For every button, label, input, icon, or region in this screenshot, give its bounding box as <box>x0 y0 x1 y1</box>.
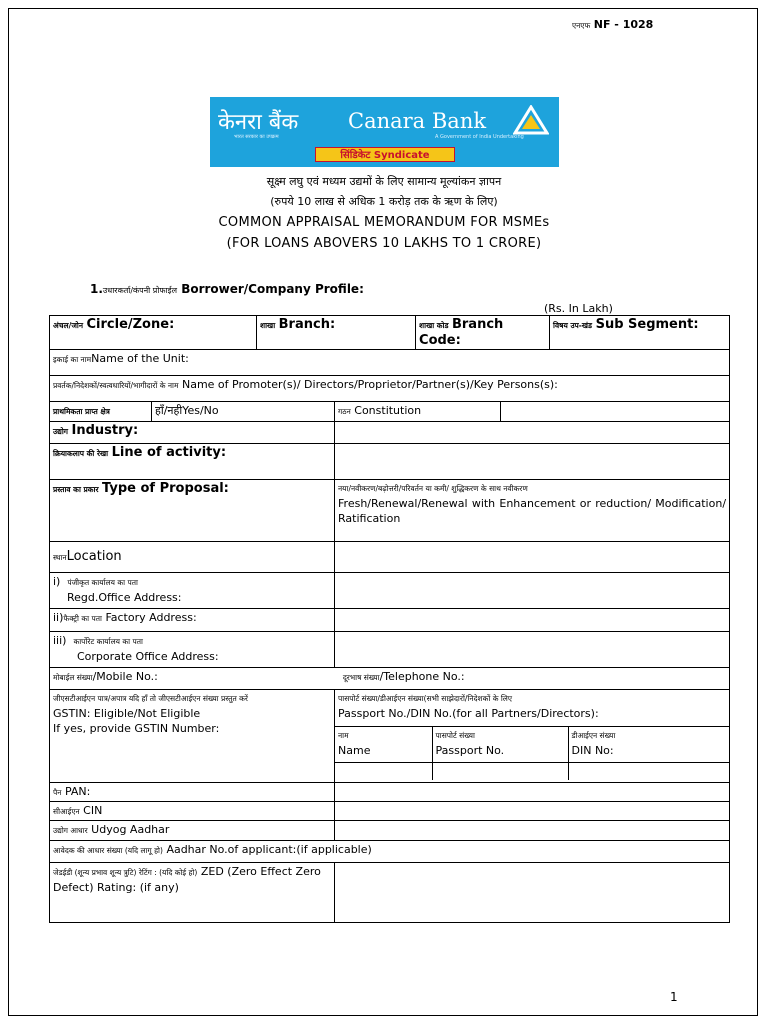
row-factory <box>50 609 730 632</box>
form-number-hindi: एनएफ <box>572 21 591 30</box>
col-din: डीआईएन संख्या DIN No: <box>568 727 729 763</box>
row-contact <box>50 668 730 690</box>
title-english-2: (FOR LOANS ABOVERS 10 LAKHS TO 1 CRORE) <box>226 236 542 251</box>
row-regd-office <box>50 573 730 609</box>
aadhar-field[interactable]: आवेदक की आधार संख्या (यदि लागू हो) Aadhar No.of applicant:(if applicable) <box>50 841 730 863</box>
zed-rating-value[interactable] <box>335 863 730 923</box>
row-priority <box>50 402 730 422</box>
pan-label: पैन PAN: <box>50 783 335 802</box>
activity-label: क्रियाकलाप की रेखा Line of activity: <box>50 444 335 480</box>
name-cell[interactable] <box>335 763 432 780</box>
passport-din-table <box>335 726 729 780</box>
activity-value[interactable] <box>335 444 730 480</box>
proposal-label: प्रस्ताव का प्रकार Type of Proposal: <box>50 480 335 542</box>
pan-value[interactable] <box>335 783 730 802</box>
row-pan <box>50 783 730 802</box>
row-activity <box>50 444 730 480</box>
udyog-aadhar-label: उद्योग आधार Udyog Aadhar <box>50 821 335 841</box>
passport-din-header <box>335 727 729 763</box>
borrower-profile-table <box>49 315 730 923</box>
corporate-office-label: iii) कार्पोरेट कार्यालय का पता Corporate Office Address: <box>50 632 335 668</box>
logo-name-hindi: केनरा बैंक <box>218 110 299 135</box>
contact-field[interactable]: मोबाईल संख्या/Mobile No.: दूरभाष संख्या/Telephone No.: <box>50 668 730 690</box>
logo-tagline-english: A Government of India Undertaking <box>435 134 524 140</box>
corporate-office-value[interactable] <box>335 632 730 668</box>
cin-value[interactable] <box>335 802 730 821</box>
col-passport: पासपोर्ट संख्या Passport No. <box>432 727 568 763</box>
regd-office-value[interactable] <box>335 573 730 609</box>
section-label-english: Borrower/Company Profile: <box>181 282 364 296</box>
passport-cell[interactable] <box>432 763 568 780</box>
row-industry <box>50 422 730 444</box>
section-number: 1. <box>90 282 103 296</box>
passport-din-row <box>335 763 729 780</box>
circle-zone-field[interactable]: अंचल/जोन Circle/Zone: <box>50 316 257 350</box>
row-location <box>50 542 730 573</box>
form-number <box>572 18 653 31</box>
udyog-aadhar-value[interactable] <box>335 821 730 841</box>
col-name: नाम Name <box>335 727 432 763</box>
logo-name-english: Canara Bank <box>348 109 487 133</box>
constitution-value[interactable] <box>501 402 730 422</box>
gstin-field[interactable]: जीएसटीआईएन पात्र/अपात्र यदि हाँ तो जीएसटीआईएन संख्या प्रस्तुत करें GSTIN: Eligible/Not Eligible If yes, provide GSTIN Number: <box>50 690 335 783</box>
canara-triangle-icon <box>513 105 549 135</box>
zed-rating-label: जेडईडी (शून्य प्रभाव शून्य त्रुटि) रेटिंग : (यदि कोई हो) ZED (Zero Effect Zero Defect) Rating: (if any) <box>50 863 335 923</box>
title-hindi-2: (रुपये 10 लाख से अधिक 1 करोड़ तक के ऋण के लिए) <box>270 195 498 208</box>
cin-label: सीआईएन CIN <box>50 802 335 821</box>
row-unit-name <box>50 350 730 376</box>
location-label: स्थानLocation <box>50 542 335 573</box>
industry-label: उद्योग Industry: <box>50 422 335 444</box>
row-gstin-passport <box>50 690 730 783</box>
regd-office-label: i) पंजीकृत कार्यालय का पता Regd.Office Address: <box>50 573 335 609</box>
constitution-label: गठन Constitution <box>335 402 501 422</box>
canara-bank-logo <box>210 97 559 167</box>
row-proposal <box>50 480 730 542</box>
section-label-hindi: उधारकर्ता/कंपनी प्रोफाईल <box>102 286 177 295</box>
row-udyog <box>50 821 730 841</box>
form-number-code: NF - 1028 <box>593 18 654 31</box>
unit-name-field[interactable]: इकाई का नामName of the Unit: <box>50 350 730 376</box>
factory-value[interactable] <box>335 609 730 632</box>
page-number: 1 <box>670 990 678 1004</box>
title-hindi-1: सूक्ष्म लघु एवं मध्यम उद्यमों के लिए सामान्य मूल्यांकन ज्ञापन <box>266 175 502 188</box>
priority-sector-label: प्राथमिकता प्राप्त क्षेत्र <box>50 402 152 422</box>
units-note: (Rs. In Lakh) <box>544 302 613 315</box>
title-english-1: COMMON APPRAISAL MEMORANDUM FOR MSMEs <box>218 215 550 230</box>
row-cin <box>50 802 730 821</box>
row-promoters <box>50 376 730 402</box>
sub-segment-field[interactable]: विषय उप-खंड Sub Segment: <box>550 316 730 350</box>
row-aadhar <box>50 841 730 863</box>
row-corporate <box>50 632 730 668</box>
location-value[interactable] <box>335 542 730 573</box>
promoters-field[interactable]: प्रवर्तक/निदेशकों/स्वत्वधारियों/भागीदारों के नाम Name of Promoter(s)/ Directors/Proprietor/Partner(s)/Key Persons(s): <box>50 376 730 402</box>
row-circle <box>50 316 730 350</box>
din-cell[interactable] <box>568 763 729 780</box>
branch-code-field[interactable]: शाखा कोड Branch Code: <box>416 316 550 350</box>
branch-field[interactable]: शाखा Branch: <box>257 316 416 350</box>
syndicate-badge: सिंडिकेट Syndicate <box>315 147 455 162</box>
logo-tagline-hindi: भारत सरकार का उपक्रम <box>234 134 279 140</box>
proposal-options[interactable]: नया/नवीकरण/बढ़ोत्तरी/परिवर्तन या कमी/ शुद्धिकरण के साथ नवीकरण Fresh/Renewal/Renewal with Enhancement or reduction/ Modification/ Ratification <box>335 480 730 542</box>
factory-label: ii)फैक्ट्री का पता Factory Address: <box>50 609 335 632</box>
yes-no-field[interactable]: हाँ/नहीYes/No <box>152 402 335 422</box>
section-heading <box>90 282 364 296</box>
passport-din-field: पासपोर्ट संख्या/डीआईएन संख्या(सभी साझेदारों/निदेशकों के लिए Passport No./DIN No.(for all Partners/Directors): नाम Name पासपोर्ट संख्या Passport No. डीआईएन संख्या DIN No: <box>335 690 730 783</box>
industry-value[interactable] <box>335 422 730 444</box>
row-zed <box>50 863 730 923</box>
